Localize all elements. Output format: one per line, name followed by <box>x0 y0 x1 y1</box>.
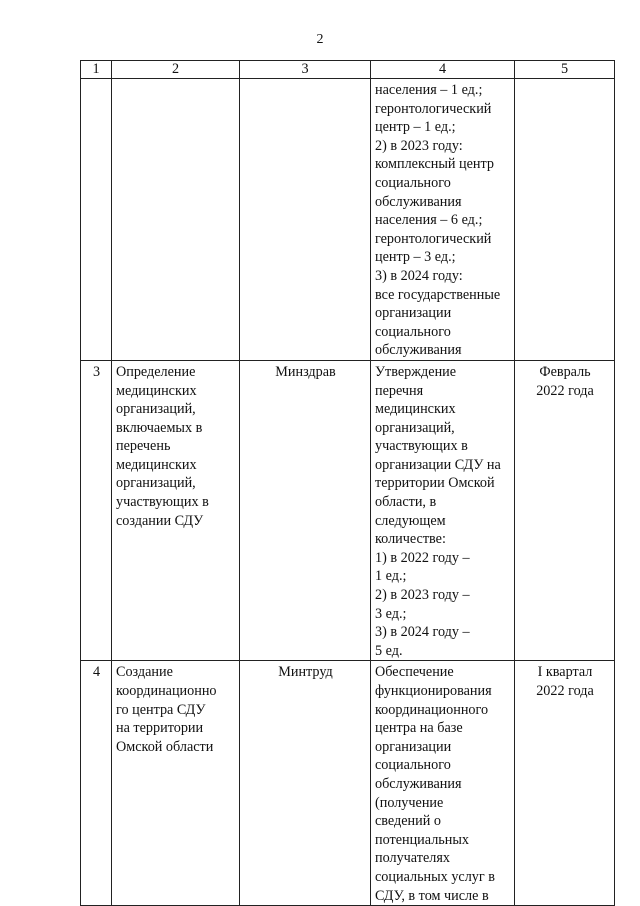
text-line: Утверждение <box>375 363 457 380</box>
text-line: центра на базе <box>375 720 463 737</box>
text-line: организаций, <box>116 475 196 492</box>
text-line: социального <box>375 757 451 774</box>
text-line: Омской области <box>116 738 214 755</box>
measure-cell <box>112 360 240 661</box>
text-line: обслуживания <box>375 193 462 210</box>
text-line: 2) в 2023 году: <box>375 137 463 154</box>
text-line: центр – 1 ед.; <box>375 119 456 136</box>
text-line: обслуживания <box>375 775 462 792</box>
text-line: включаемых в <box>116 419 203 436</box>
text-line: все государственные <box>375 286 501 303</box>
text-line: медицинских <box>375 401 456 418</box>
text-line: получателях <box>375 850 450 867</box>
page-number: 2 <box>316 32 324 47</box>
executor-cell: Минздрав <box>240 360 371 661</box>
text-line: функционирования <box>375 683 492 699</box>
column-header: 1 <box>81 61 112 79</box>
deadline-cell <box>515 360 615 661</box>
table-row <box>81 79 615 361</box>
text-line: Создание <box>116 664 173 681</box>
text-line: перечня <box>375 382 424 399</box>
header-row <box>81 61 615 79</box>
result-cell <box>371 79 515 361</box>
text-line: комплексный центр <box>375 156 494 173</box>
deadline-cell <box>515 79 615 361</box>
text-line: населения – 1 ед.; <box>375 82 483 98</box>
text-line: сведений о <box>375 813 441 830</box>
text-line: 2022 года <box>536 683 594 699</box>
text-line: 5 ед. <box>375 642 403 659</box>
row-number-cell: 4 <box>81 661 112 906</box>
text-line: го центра СДУ <box>116 701 206 718</box>
text-line: перечень <box>116 438 171 455</box>
text-line: социальных услуг в <box>375 868 495 885</box>
text-line: Февраль <box>539 363 591 380</box>
text-line: потенциальных <box>375 831 469 848</box>
text-line: населения – 6 ед.; <box>375 212 483 229</box>
row-number-cell <box>81 79 112 361</box>
text-line: координационно <box>116 683 217 699</box>
text-line: количестве: <box>375 531 446 548</box>
text-line: создании СДУ <box>116 512 204 529</box>
result-cell <box>371 360 515 661</box>
text-line: 1) в 2022 году – <box>375 549 470 566</box>
text-line: 3) в 2024 году: <box>375 267 463 284</box>
column-header: 4 <box>371 61 515 79</box>
text-line: организаций, <box>375 419 455 436</box>
result-cell <box>371 661 515 906</box>
text-line: Обеспечение <box>375 664 454 681</box>
text-line: координационного <box>375 701 489 718</box>
text-line: медицинских <box>116 456 197 473</box>
text-line: 1 ед.; <box>375 568 407 585</box>
table-row <box>81 360 615 661</box>
text-line: центр – 3 ед.; <box>375 249 456 266</box>
text-line: Определение <box>116 363 196 380</box>
text-line: 3) в 2024 году – <box>375 624 470 641</box>
column-header: 3 <box>240 61 371 79</box>
plan-table <box>80 60 615 906</box>
table-row <box>81 661 615 906</box>
column-header: 2 <box>112 61 240 79</box>
text-line: следующем <box>375 512 446 529</box>
deadline-cell <box>515 661 615 906</box>
text-line: 2022 года <box>536 382 594 399</box>
text-line: геронтологический <box>375 100 492 117</box>
text-line: СДУ, в том числе в <box>375 887 489 904</box>
text-line: организаций, <box>116 401 196 418</box>
text-line: 3 ед.; <box>375 605 407 622</box>
text-line: обслуживания <box>375 342 462 359</box>
text-line: участвующих в <box>116 494 209 511</box>
text-line: организации <box>375 738 452 755</box>
text-line: организации СДУ на <box>375 456 501 473</box>
text-line: социального <box>375 174 451 191</box>
column-header: 5 <box>515 61 615 79</box>
text-line: 2) в 2023 году – <box>375 587 470 604</box>
executor-cell <box>240 79 371 361</box>
executor-cell: Минтруд <box>240 661 371 906</box>
text-line: области, в <box>375 494 437 511</box>
text-line: территории Омской <box>375 475 495 492</box>
text-line: I квартал <box>537 664 593 681</box>
text-line: социального <box>375 323 451 340</box>
text-line: организации <box>375 305 452 322</box>
row-number-cell: 3 <box>81 360 112 661</box>
text-line: медицинских <box>116 382 197 399</box>
text-line: геронтологический <box>375 230 492 247</box>
text-line: на территории <box>116 720 204 737</box>
measure-cell <box>112 661 240 906</box>
measure-cell <box>112 79 240 361</box>
text-line: (получение <box>375 794 444 811</box>
text-line: участвующих в <box>375 438 468 455</box>
